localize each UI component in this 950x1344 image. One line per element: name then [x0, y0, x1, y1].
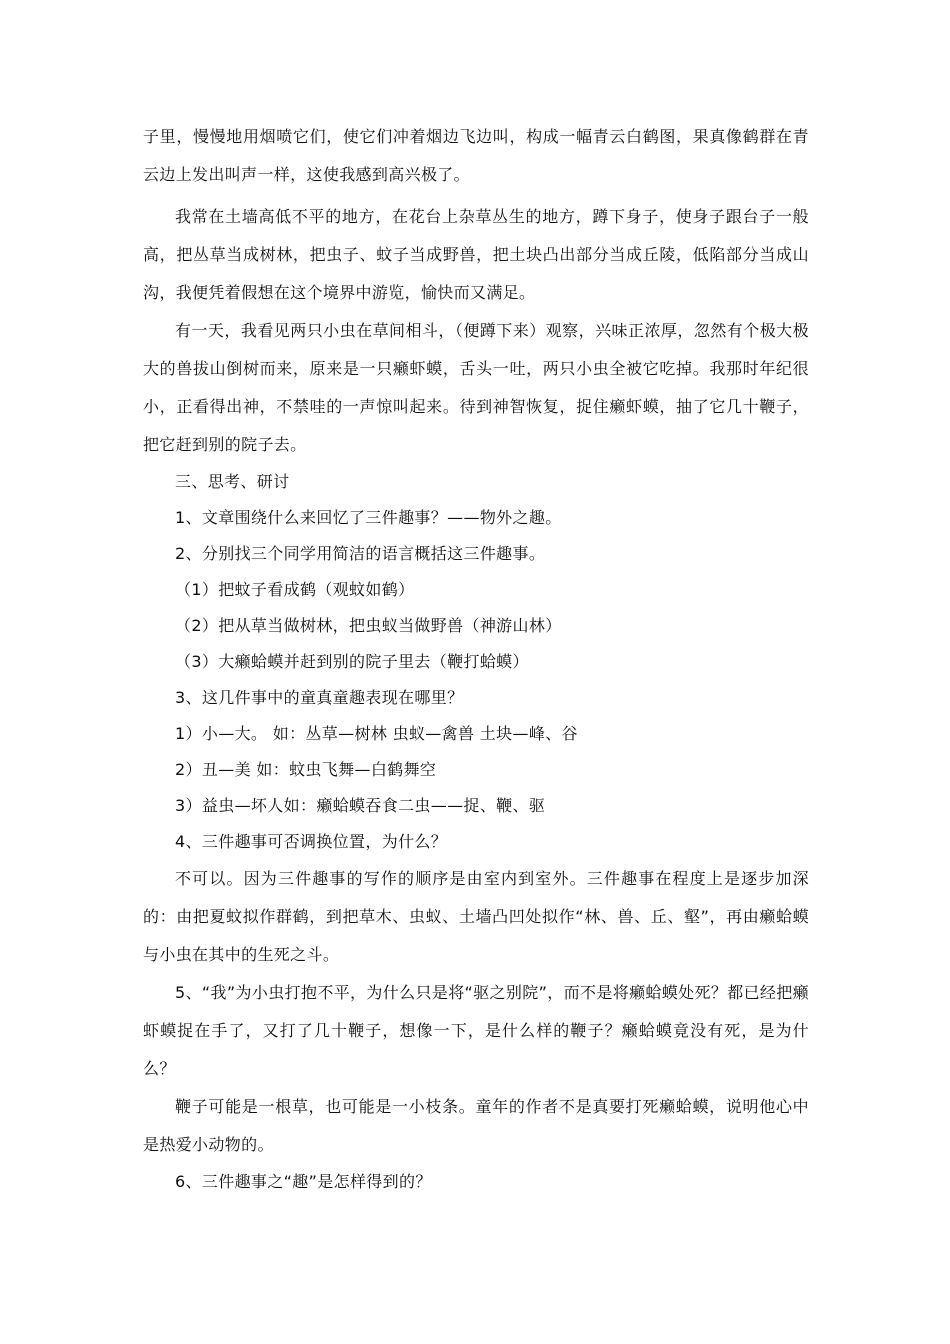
question-6: 6、三件趣事之“趣”是怎样得到的？	[175, 1172, 432, 1191]
question-2: 2、分别找三个同学用简洁的语言概括这三件趣事。	[175, 544, 546, 563]
answer-5: 鞭子可能是一根草，也可能是一小枝条。童年的作者不是真要打死癞蛤蟆，说明他心中是热爱小动物的。	[143, 1097, 809, 1154]
answer-4: 不可以。因为三件趣事的写作的顺序是由室内到室外。三件趣事在程度上是逐步加深的：由把夏蚊拟作群鹤，到把草木、虫蚁、土墙凸凹处拟作“林、兽、丘、壑”，再由癞蛤蟆与小虫在其中的生死之斗。	[143, 869, 809, 964]
question-4: 4、三件趣事可否调换位置，为什么？	[175, 832, 448, 851]
section-heading-discussion: 三、思考、研讨	[175, 472, 290, 491]
answer-item-1: （1）把蚊子看成鹤（观蚊如鹤）	[175, 580, 415, 599]
answer-point-2: 2）丑—美 如：蚊虫飞舞—白鹤舞空	[175, 760, 437, 779]
paragraph-imaginary-forest: 我常在土墙高低不平的地方，在花台上杂草丛生的地方，蹲下身子，使身子跟台子一般高，把丛草当成树林，把虫子、蚊子当成野兽，把土块凸出部分当成丘陵，低陷部分当成山沟，我便凭着假想在这个境界中游览，愉快而又满足。	[143, 207, 809, 302]
question-3: 3、这几件事中的童真童趣表现在哪里？	[175, 688, 464, 707]
answer-item-2: （2）把从草当做树林，把虫蚁当做野兽（神游山林）	[175, 616, 562, 635]
paragraph-crane-scene: 子里，慢慢地用烟喷它们，使它们冲着烟边飞边叫，构成一幅青云白鹤图，果真像鹤群在青云边上发出叫声一样，这使我感到高兴极了。	[143, 127, 809, 184]
answer-item-3: （3）大癞蛤蟆并赶到别的院子里去（鞭打蛤蟆）	[175, 652, 529, 671]
paragraph-toad-story: 有一天，我看见两只小虫在草间相斗，（便蹲下来）观察，兴味正浓厚，忽然有个极大极大的兽拔山倒树而来，原来是一只癞虾蟆，舌头一吐，两只小虫全被它吃掉。我那时年纪很小，正看得出神，不禁哇的一声惊叫起来。待到神智恢复，捉住癞虾蟆，抽了它几十鞭子，把它赶到别的院子去。	[143, 321, 809, 454]
question-1: 1、文章围绕什么来回忆了三件趣事？——物外之趣。	[175, 508, 562, 527]
question-5: 5、“我”为小虫打抱不平，为什么只是将“驱之别院”，而不是将癞蛤蟆处死？都已经把癞虾蟆捉在手了，又打了几十鞭子，想像一下，是什么样的鞭子？癞蛤蟆竟没有死，是为什么？	[143, 983, 809, 1078]
document-body	[143, 118, 809, 1200]
answer-point-1: 1）小—大。 如：丛草—树林 虫蚁—禽兽 土块—峰、谷	[175, 724, 578, 743]
answer-point-3: 3）益虫—坏人如：癞蛤蟆吞食二虫——捉、鞭、驱	[175, 796, 546, 815]
